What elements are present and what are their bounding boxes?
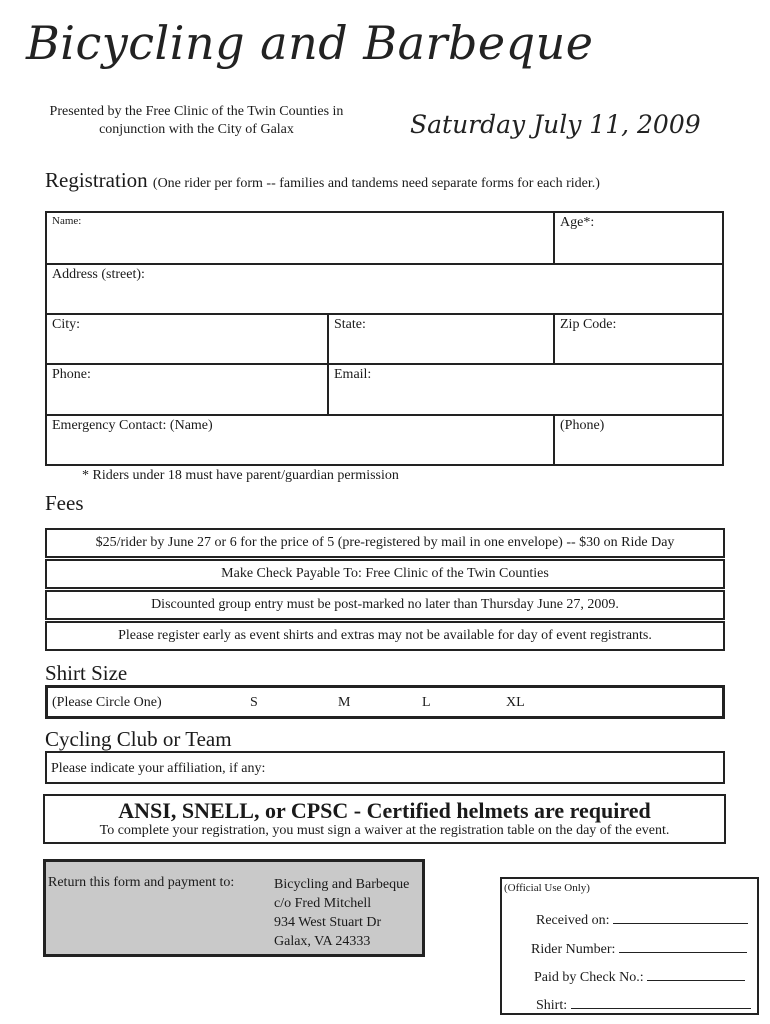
zip-field[interactable] — [553, 313, 724, 365]
address-line-3: 934 West Stuart Dr — [274, 915, 382, 930]
shirt-size-xl[interactable]: XL — [506, 695, 525, 710]
rider-number-row — [531, 938, 747, 958]
shirt-size-row — [45, 685, 725, 719]
affiliation-field[interactable] — [45, 751, 725, 784]
check-number-label: Paid by Check No.: — [534, 970, 644, 985]
zip-label: Zip Code: — [560, 317, 617, 332]
registration-note: (One rider per form -- families and tandems need separate forms for each rider.) — [152, 176, 600, 191]
official-use-box — [500, 877, 759, 1015]
official-shirt-line[interactable] — [571, 994, 751, 1009]
presenter-line-1: Presented by the Free Clinic of the Twin Counties in — [49, 104, 344, 119]
rider-number-label: Rider Number: — [531, 942, 616, 957]
name-label: Name: — [52, 215, 82, 227]
age-label: Age*: — [560, 215, 595, 230]
fee-line-4: Please register early as event shirts and extras may not be available for day of event registrants. — [45, 621, 725, 651]
received-on-label: Received on: — [536, 913, 610, 928]
email-field[interactable] — [327, 363, 724, 416]
state-label: State: — [334, 317, 366, 332]
phone-label: Phone: — [52, 367, 91, 382]
official-shirt-label: Shirt: — [536, 998, 568, 1013]
emergency-name-label: Emergency Contact: (Name) — [52, 418, 213, 433]
shirt-size-m[interactable]: M — [338, 695, 351, 710]
fee-line-2: Make Check Payable To: Free Clinic of the Twin Counties — [45, 559, 725, 589]
check-number-line[interactable] — [647, 966, 745, 981]
phone-field[interactable] — [45, 363, 329, 416]
fee-line-3: Discounted group entry must be post-marked no later than Thursday June 27, 2009. — [45, 590, 725, 620]
shirt-size-l[interactable]: L — [422, 695, 431, 710]
helmet-headline: ANSI, SNELL, or CPSC - Certified helmets are required — [118, 798, 651, 823]
rider-number-line[interactable] — [619, 938, 747, 953]
address-line-4: Galax, VA 24333 — [274, 934, 371, 949]
emergency-name-field[interactable] — [45, 414, 555, 466]
fees-heading: Fees — [45, 491, 84, 515]
mailing-address — [274, 875, 409, 951]
return-label: Return this form and payment to: — [48, 875, 235, 890]
age-field[interactable] — [553, 211, 724, 265]
club-heading: Cycling Club or Team — [45, 727, 232, 751]
check-number-row — [534, 966, 745, 986]
address-line-1: Bicycling and Barbeque — [274, 877, 410, 892]
event-date: Saturday July 11, 2009 — [410, 110, 701, 139]
emergency-phone-label: (Phone) — [560, 418, 605, 433]
shirt-size-s[interactable]: S — [250, 695, 258, 710]
city-field[interactable] — [45, 313, 329, 365]
received-on-row — [536, 909, 748, 929]
form-title: Bicycling and Barbeque — [26, 16, 594, 70]
official-shirt-row — [536, 994, 751, 1014]
age-footnote: * Riders under 18 must have parent/guardian permission — [82, 468, 399, 483]
affiliation-label: Please indicate your affiliation, if any: — [51, 761, 266, 776]
return-address-box — [43, 859, 425, 957]
email-label: Email: — [334, 367, 372, 382]
helmet-subtext: To complete your registration, you must sign a waiver at the registration table on the day of the event. — [99, 823, 670, 838]
helmet-notice — [43, 794, 726, 844]
address-label: Address (street): — [52, 267, 145, 282]
registration-heading — [45, 168, 600, 193]
address-field[interactable] — [45, 263, 724, 315]
address-line-2: c/o Fred Mitchell — [274, 896, 372, 911]
city-label: City: — [52, 317, 81, 332]
received-on-line[interactable] — [613, 909, 748, 924]
name-field[interactable] — [45, 211, 555, 265]
presenter-line-2: conjunction with the City of Galax — [99, 122, 294, 137]
state-field[interactable] — [327, 313, 555, 365]
fee-line-1: $25/rider by June 27 or 6 for the price of 5 (pre-registered by mail in one envelope) -- $30 on Ride Day — [45, 528, 725, 558]
official-heading: (Official Use Only) — [504, 882, 590, 894]
emergency-phone-field[interactable] — [553, 414, 724, 466]
presenter-text — [24, 103, 369, 139]
shirt-heading: Shirt Size — [45, 661, 128, 685]
shirt-instruction: (Please Circle One) — [52, 695, 162, 710]
registration-title: Registration — [45, 168, 148, 192]
